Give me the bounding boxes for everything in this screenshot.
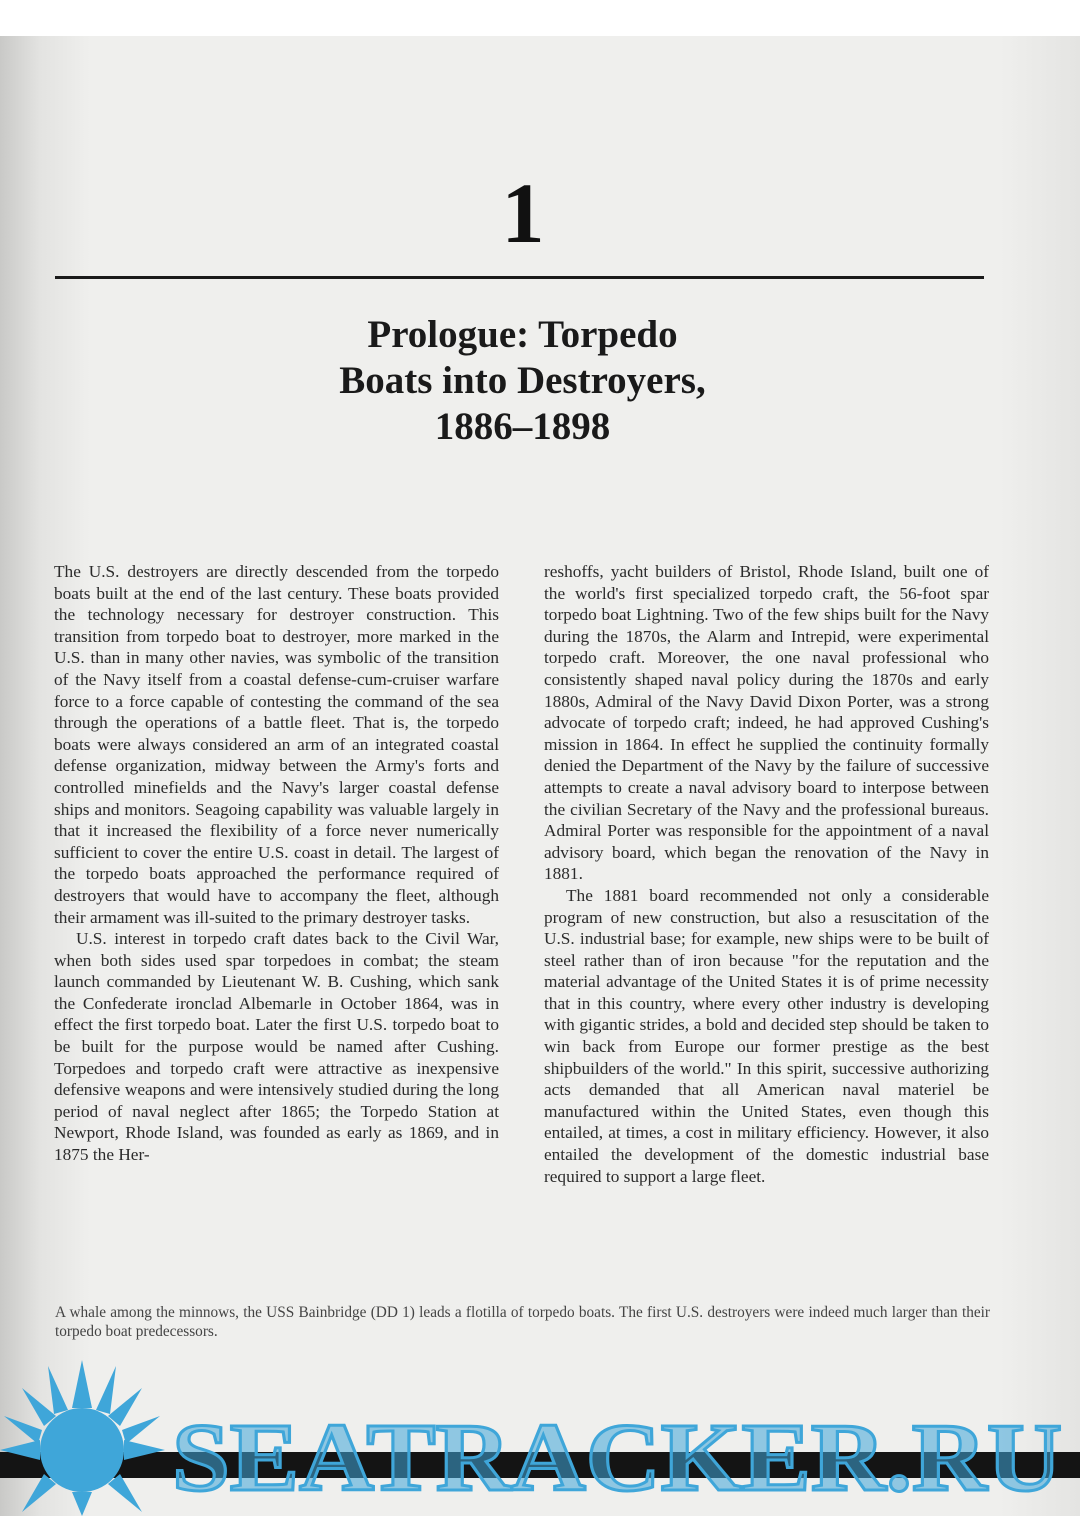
- chapter-title-line: Boats into Destroyers,: [339, 359, 706, 402]
- body-paragraph: The 1881 board recommended not only a considerable program of new construction, but also a resuscitation of the U.S. industrial base; for example, new ships were to be built of steel rather than of iron because "for the reputation and the material advantage of the United States it is of prime necessity that in this country, where every other industry is developing with gigantic strides, a bold and decided step should be taken to win back from Europe our former prestige as the best shipbuilders of the world." In this spirit, successive authorizing acts demanded that all American naval materiel be manufactured within the United States, even though this entailed, at times, a cost in military efficiency. However, it also entailed the development of the domestic industrial base required to support a large fleet.: [544, 885, 989, 1186]
- chapter-title-line: 1886–1898: [434, 405, 611, 448]
- chapter-number: 1: [501, 165, 545, 261]
- watermark-text: SEATRACKER.RU: [172, 1404, 1062, 1512]
- body-column-right: [544, 561, 989, 1187]
- scan-top-margin: [0, 0, 1080, 36]
- chapter-title: [55, 312, 990, 450]
- body-column-left: [54, 561, 499, 1166]
- chapter-title-line: Prologue: Torpedo: [367, 313, 678, 356]
- body-paragraph: The U.S. destroyers are directly descended from the torpedo boats built at the end of the last century. These boats provided the technology necessary for destroyer construction. This transition from torpedo boat to destroyer, more marked in the U.S. than in many other navies, was symbolic of the transition of the Navy itself from a coastal defense-cum-cruiser warfare force to a force capable of contesting the command of the sea through the operations of a battle fleet. That is, the torpedo boats were always considered an arm of an integrated coastal defense organization, midway between the Army's forts and controlled minefields and the Navy's larger coastal defense ships and monitors. Seagoing capability was valuable largely in that it increased the flexibility of a force never numerically sufficient to cover the entire U.S. coast in detail. The largest of the torpedo boats approached the performance required of destroyers that would have to accompany the fleet, although their armament was ill-suited to the primary destroyer tasks.: [54, 562, 499, 927]
- chapter-rule: [55, 276, 984, 279]
- watermark: [0, 1360, 1080, 1516]
- body-paragraph: reshoffs, yacht builders of Bristol, Rhode Island, built one of the world's first specialized torpedo craft, the 56-foot spar torpedo boat Lightning. Two of the few ships built for the Navy during the 1870s, the Alarm and Intrepid, were experimental torpedo craft. Moreover, the one naval professional who consistently shaped naval policy during the 1870s and early 1880s, Admiral of the Navy David Dixon Porter, was a strong advocate of torpedo craft; indeed, he had approved Cushing's mission in 1864. In effect he supplied the continuity formally denied the Department of the Navy by the failure of successive attempts to create a naval advisory board to interpose between the civilian Secretary of the Navy and the professional bureaus. Admiral Porter was responsible for the appointment of a naval advisory board, which began the renovation of the Navy in 1881.: [544, 562, 989, 884]
- sun-burst-icon: [0, 1360, 165, 1516]
- body-paragraph: U.S. interest in torpedo craft dates back to the Civil War, when both sides used spar torpedoes in combat; the steam launch commanded by Lieutenant W. B. Cushing, which sank the Confederate ironclad Albemarle in October 1864, was in effect the first torpedo boat. Later the first U.S. torpedo boat to be built for the purpose would be named after Cushing. Torpedoes and torpedo craft were attractive as inexpensive defensive weapons and were intensively studied during the long period of naval neglect after 1865; the Torpedo Station at Newport, Rhode Island, was founded as early as 1869, and in 1875 the Her-: [54, 929, 499, 1165]
- photo-caption: A whale among the minnows, the USS Bainbridge (DD 1) leads a flotilla of torpedo boats. The first U.S. destroyers were indeed much larger than their torpedo boat predecessors.: [55, 1304, 990, 1340]
